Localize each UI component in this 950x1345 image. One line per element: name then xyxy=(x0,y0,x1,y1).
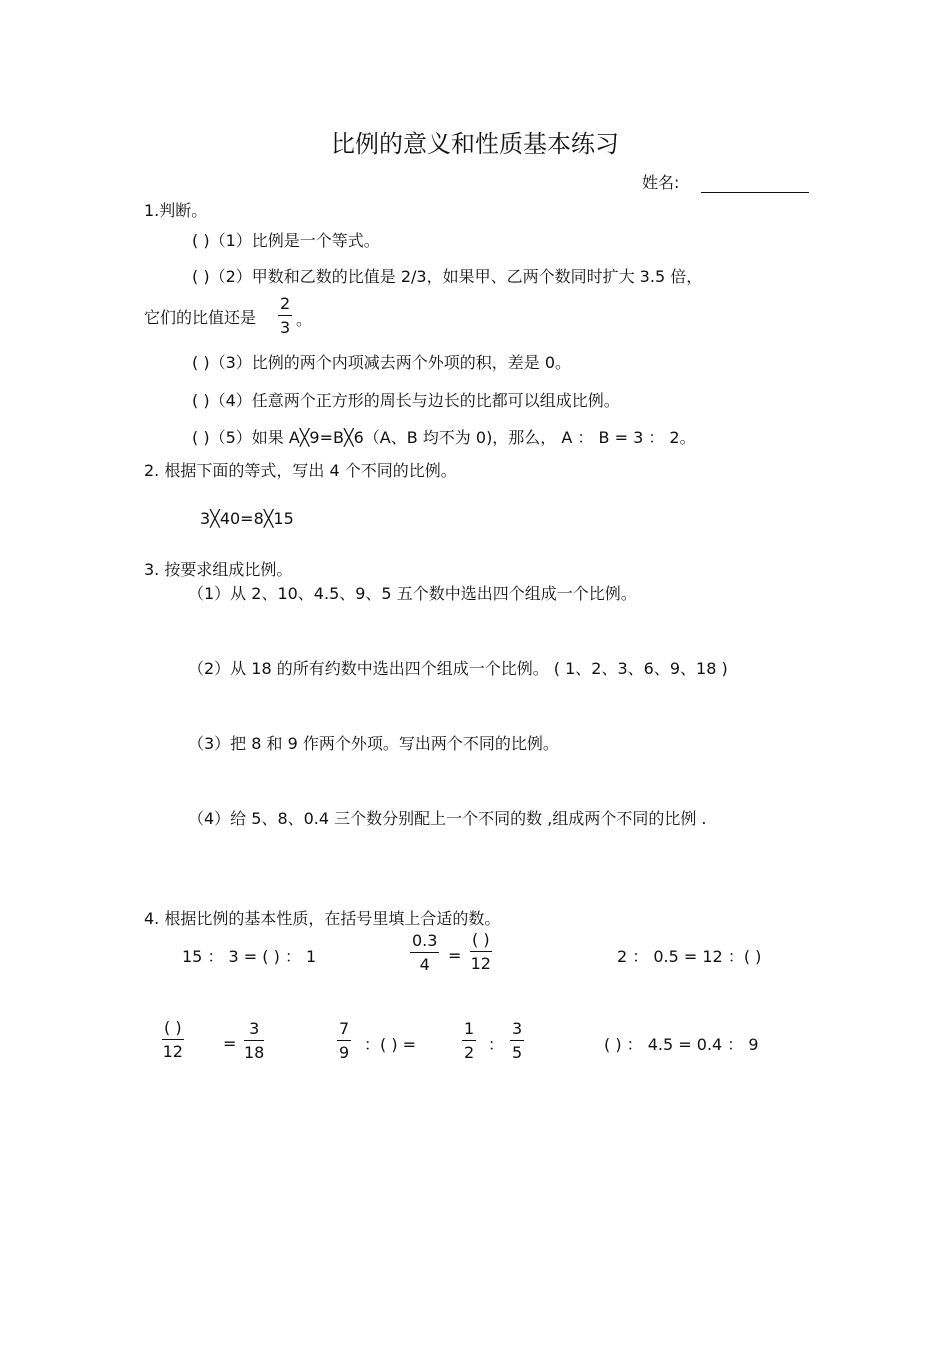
fraction-blank[interactable]: ( ) xyxy=(472,930,490,949)
q4-problem-5-left-fraction xyxy=(337,1021,351,1061)
fraction-denominator: 2 xyxy=(464,1043,475,1062)
name-field xyxy=(642,170,809,193)
q4-problem-5-fraction-c xyxy=(510,1021,524,1061)
q2-heading: 2. 根据下面的等式，写出 4 个不同的比例。 xyxy=(144,461,457,480)
q1-item-4: ( )（4）任意两个正方形的周长与边长的比都可以组成比例。 xyxy=(192,391,620,410)
q4-problem-6: ( ) ： 4.5 = 0.4 ： 9 xyxy=(604,1035,759,1054)
q4-problem-5-fraction-b xyxy=(462,1021,476,1061)
q4-problem-4-left-fraction xyxy=(162,1020,184,1060)
q4-heading: 4. 根据比例的基本性质，在括号里填上合适的数。 xyxy=(144,909,501,928)
q3-item-4: （4）给 5、8、0.4 三个数分别配上一个不同的数 ,组成两个不同的比例 . xyxy=(188,809,707,828)
q4-problem-4-right-fraction xyxy=(244,1021,264,1061)
q3-item-1: （1）从 2、10、4.5、9、5 五个数中选出四个组成一个比例。 xyxy=(188,584,637,603)
fraction-blank[interactable]: ( ) xyxy=(164,1018,182,1037)
q3-item-3: （3）把 8 和 9 作两个外项。写出两个不同的比例。 xyxy=(188,734,559,753)
q1-fraction xyxy=(278,296,292,336)
name-blank[interactable] xyxy=(701,175,809,193)
q3-heading: 3. 按要求组成比例。 xyxy=(144,560,293,579)
q4-problem-2-right-fraction xyxy=(470,932,492,972)
q4-problem-1: 15 ： 3 = ( ) ： 1 xyxy=(182,947,317,966)
q1-item-2: ( )（2）甲数和乙数的比值是 2/3，如果甲、乙两个数同时扩大 3.5 倍， xyxy=(192,267,703,286)
q1-item-5: ( )（5）如果 A╳9=B╳6（A、B 均不为 0)，那么， A ： B = 3 ： 2。 xyxy=(192,428,696,447)
q4-problem-5-middle: ：( ) = xyxy=(364,1035,417,1054)
fraction-numerator: 3 xyxy=(512,1019,523,1038)
fraction-numerator: 7 xyxy=(339,1019,350,1038)
fraction-numerator: 0.3 xyxy=(412,931,438,950)
q1-item-2-continuation: 它们的比值还是 xyxy=(144,308,257,327)
fraction-denominator: 12 xyxy=(470,954,491,973)
q4-problem-3: 2 ： 0.5 = 12 ：( ) xyxy=(617,947,762,966)
fraction-numerator: 2 xyxy=(280,294,291,313)
q1-item-1: ( )（1）比例是一个等式。 xyxy=(192,231,380,250)
fraction-denominator: 4 xyxy=(419,955,430,974)
fraction-numerator: 1 xyxy=(464,1019,475,1038)
q1-heading: 1.判断。 xyxy=(144,201,208,220)
fraction-denominator: 9 xyxy=(339,1043,350,1062)
q4-problem-5-colon: ： xyxy=(488,1035,505,1054)
fraction-denominator: 18 xyxy=(244,1043,265,1062)
page-title: 比例的意义和性质基本练习 xyxy=(331,130,619,158)
name-label: 姓名: xyxy=(642,173,680,192)
q2-equation: 3╳40=8╳15 xyxy=(200,509,294,528)
fraction-denominator: 5 xyxy=(512,1043,523,1062)
fraction-denominator: 12 xyxy=(162,1042,183,1061)
q4-problem-2-equals: = xyxy=(448,946,462,965)
q4-problem-4-equals: = xyxy=(223,1034,237,1053)
q1-item-2-end: 。 xyxy=(296,310,313,329)
q3-item-2: （2）从 18 的所有约数中选出四个组成一个比例。 ( 1、2、3、6、9、18 ) xyxy=(188,659,728,678)
fraction-numerator: 3 xyxy=(249,1019,260,1038)
fraction-denominator: 3 xyxy=(280,318,291,337)
q1-item-3: ( )（3）比例的两个内项减去两个外项的积，差是 0。 xyxy=(192,353,572,372)
q4-problem-2-left-fraction xyxy=(410,933,439,973)
